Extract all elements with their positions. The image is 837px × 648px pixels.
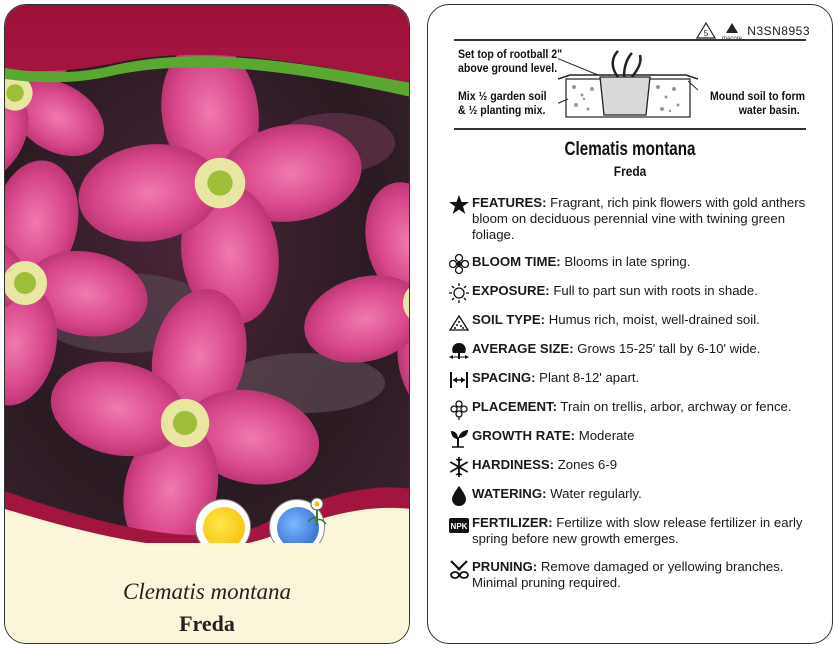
svg-text:5: 5 bbox=[704, 29, 709, 38]
sun-icon bbox=[448, 282, 470, 304]
info-soil-type: SOIL TYPE: Humus rich, moist, well-drained soil. bbox=[448, 312, 818, 333]
size-icon bbox=[448, 340, 470, 362]
planting-diagram bbox=[558, 47, 698, 127]
plant-title: Clematis montana bbox=[564, 139, 696, 160]
info-fertilizer: NPK FERTILIZER: Fertilize with slow release fertilizer in early spring before new growth emerges. bbox=[448, 515, 818, 547]
water-drop-icon bbox=[448, 485, 470, 507]
product-code: N3SN8953 bbox=[747, 24, 810, 38]
sprout-icon bbox=[448, 427, 470, 449]
botanical-name: Clematis montana bbox=[122, 579, 292, 604]
spacing-icon bbox=[448, 369, 470, 391]
info-features: FEATURES: Fragrant, rich pink flowers with gold anthers bloom on deciduous perennial vine with twining green foliage. bbox=[448, 195, 818, 243]
svg-text:NPK: NPK bbox=[450, 522, 468, 531]
info-exposure: EXPOSURE: Full to part sun with roots in shade. bbox=[448, 283, 818, 304]
diagram-label-soil-mix: Mix ½ garden soil & ½ planting mix. bbox=[458, 89, 547, 117]
plant-tag-front bbox=[4, 4, 410, 644]
info-watering: WATERING: Water regularly. bbox=[448, 486, 818, 507]
flower-icon bbox=[448, 253, 470, 275]
npk-icon bbox=[448, 514, 470, 536]
snowflake-icon bbox=[448, 456, 470, 478]
placement-icon bbox=[448, 398, 470, 420]
star-icon bbox=[448, 194, 470, 216]
plant-tag-back bbox=[427, 4, 833, 644]
pruners-icon bbox=[448, 558, 470, 580]
info-placement: PLACEMENT: Train on trellis, arbor, archway or fence. bbox=[448, 399, 818, 420]
info-spacing: SPACING: Plant 8-12' apart. bbox=[448, 370, 818, 391]
code-row bbox=[695, 21, 810, 41]
info-growth-rate: GROWTH RATE: Moderate bbox=[448, 428, 818, 449]
macore-logo-icon bbox=[721, 21, 743, 41]
info-bloom-time: BLOOM TIME: Blooms in late spring. bbox=[448, 254, 818, 275]
info-pruning: PRUNING: Remove damaged or yellowing branches. Minimal pruning required. bbox=[448, 559, 818, 591]
recycle-icon bbox=[695, 22, 717, 40]
cultivar-name: Freda bbox=[179, 611, 235, 636]
divider bbox=[454, 128, 806, 130]
clematis-photo bbox=[5, 53, 410, 543]
diagram-label-water-basin: Mound soil to form water basin. bbox=[710, 89, 806, 117]
soil-icon bbox=[448, 311, 470, 333]
divider bbox=[454, 39, 806, 41]
plant-subtitle: Freda bbox=[613, 163, 647, 179]
mini-flower-icon bbox=[304, 496, 330, 530]
info-average-size: AVERAGE SIZE: Grows 15-25' tall by 6-10' wide. bbox=[448, 341, 818, 362]
info-hardiness: HARDINESS: Zones 6-9 bbox=[448, 457, 818, 478]
diagram-label-rootball: Set top of rootball 2" above ground level. bbox=[458, 47, 563, 75]
